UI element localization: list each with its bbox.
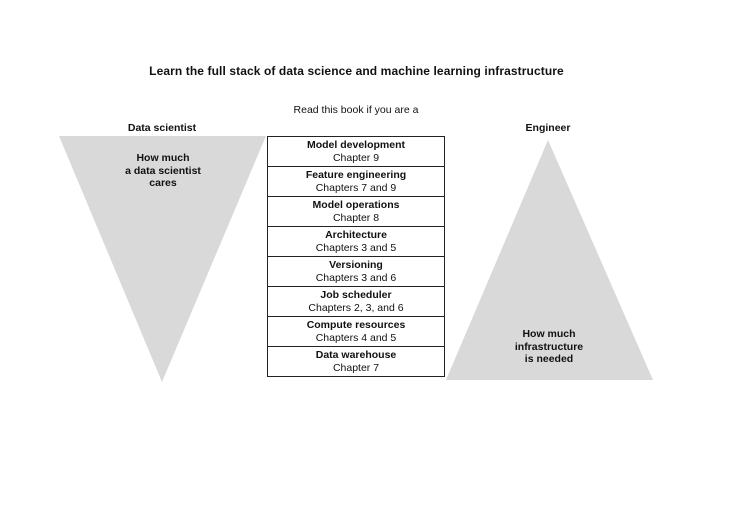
layer-name: Feature engineering xyxy=(305,169,407,181)
stack-caption: Read this book if you are a xyxy=(293,104,419,116)
layer-chapters: Chapters 3 and 6 xyxy=(315,271,397,284)
layer-name: Job scheduler xyxy=(320,289,392,301)
layer-chapters: Chapters 2, 3, and 6 xyxy=(308,301,404,314)
stack-layer-data-warehouse xyxy=(267,347,445,377)
layer-chapters: Chapter 8 xyxy=(332,211,380,224)
stack-layer-versioning xyxy=(267,257,445,287)
infrastructure-stack xyxy=(267,136,445,377)
stack-layer-job-scheduler xyxy=(267,287,445,317)
engineer-label: Engineer xyxy=(525,122,571,134)
layer-chapters: Chapters 3 and 5 xyxy=(315,241,397,254)
layer-name: Model operations xyxy=(312,199,400,211)
layer-name: Model development xyxy=(306,139,405,151)
layer-chapters: Chapters 4 and 5 xyxy=(315,331,397,344)
engineer-triangle-text: How much infrastructure is needed xyxy=(514,328,584,365)
diagram-title: Learn the full stack of data science and machine learning infrastructure xyxy=(149,64,564,78)
stack-layer-model-operations xyxy=(267,197,445,227)
layer-name: Compute resources xyxy=(306,319,406,331)
layer-name: Versioning xyxy=(329,259,383,271)
data-scientist-label: Data scientist xyxy=(127,122,197,134)
layer-chapters: Chapters 7 and 9 xyxy=(315,181,397,194)
stack-layer-architecture xyxy=(267,227,445,257)
stack-layer-feature-engineering xyxy=(267,167,445,197)
stack-layer-model-development xyxy=(267,137,445,167)
layer-name: Data warehouse xyxy=(315,349,397,361)
stack-layer-compute-resources xyxy=(267,317,445,347)
layer-name: Architecture xyxy=(325,229,387,241)
layer-chapters: Chapter 7 xyxy=(332,361,380,374)
layer-chapters: Chapter 9 xyxy=(332,151,380,164)
data-scientist-triangle-text: How much a data scientist cares xyxy=(125,152,201,189)
